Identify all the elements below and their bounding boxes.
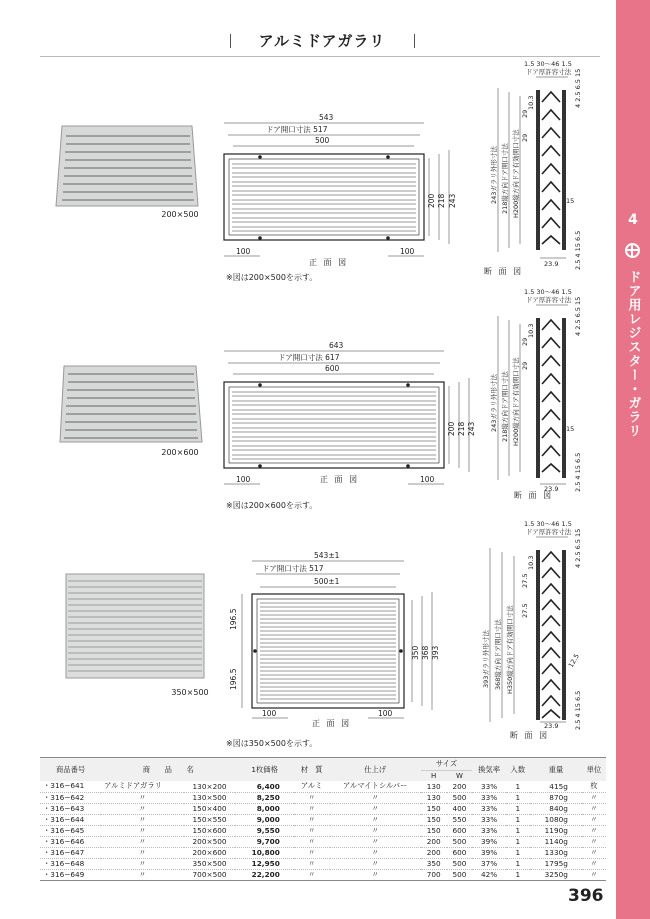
col-price: 1枚価格	[235, 758, 293, 782]
cell-ratio: 39%	[472, 836, 505, 847]
dim-thickness-label: ドア厚許容寸法	[526, 68, 572, 76]
title-divider-left	[230, 34, 231, 48]
dim-inner: 600	[325, 364, 340, 373]
dim-overall: 543	[319, 113, 334, 122]
cell-size: 200×500	[184, 836, 236, 847]
cell-unit: 〃	[582, 858, 606, 869]
cell-h: 700	[421, 869, 447, 880]
cell-name: 〃	[101, 825, 184, 836]
dim-inner: 500	[315, 136, 330, 145]
product-photo-200x500	[52, 118, 202, 208]
cell-code: ・316−645	[40, 825, 101, 836]
cell-size: 150×400	[184, 803, 236, 814]
table-row	[40, 847, 606, 858]
cell-finish: 〃	[330, 825, 421, 836]
table-row	[40, 814, 606, 825]
cell-material: 〃	[294, 825, 330, 836]
cell-h: 200	[421, 836, 447, 847]
dim-door-opening: ドア開口寸法 617	[278, 353, 340, 362]
dim-29a: 27.5	[521, 573, 529, 588]
table-row	[40, 836, 606, 847]
cell-h: 350	[421, 858, 447, 869]
cell-finish: 〃	[330, 836, 421, 847]
dim-v3: H350縦方向ドア有効開口寸法	[506, 605, 514, 694]
dim-v2: 368縦方向ドア開口寸法	[494, 619, 502, 690]
table-row	[40, 825, 606, 836]
dim-door-opening: ドア開口寸法 517	[266, 125, 328, 134]
col-w: W	[447, 771, 473, 782]
cell-finish: 〃	[330, 858, 421, 869]
cell-name: 〃	[101, 792, 184, 803]
cell-ratio: 33%	[472, 792, 505, 803]
figure-note: ※図は200×600を示す。	[226, 501, 318, 510]
dim-side-top: 196.5	[229, 608, 238, 630]
dim-door-opening: ドア開口寸法 517	[262, 564, 324, 573]
cell-finish: 〃	[330, 792, 421, 803]
product-photo-350x500	[62, 570, 208, 682]
cell-h: 150	[421, 814, 447, 825]
cell-size: 150×600	[184, 825, 236, 836]
cell-finish: 〃	[330, 847, 421, 858]
dim-15: 15	[566, 197, 575, 205]
cell-ratio: 33%	[472, 814, 505, 825]
cell-size: 130×500	[184, 792, 236, 803]
photo-caption: 200×500	[161, 210, 199, 219]
section-view-label: 断 面 図	[510, 731, 550, 740]
dim-h1: 200	[447, 421, 456, 436]
cell-size: 350×500	[184, 858, 236, 869]
col-finish: 仕上げ	[330, 758, 421, 782]
cell-w: 600	[447, 847, 473, 858]
table-row	[40, 792, 606, 803]
dim-29a: 29	[521, 109, 529, 118]
cell-price: 8,000	[235, 803, 293, 814]
section-view-drawing	[476, 58, 604, 280]
cell-unit: 枚	[582, 781, 606, 792]
cell-material: 〃	[294, 858, 330, 869]
title-divider-right	[414, 34, 415, 48]
cell-ratio: 33%	[472, 803, 505, 814]
dim-inner: 500±1	[314, 577, 340, 586]
cell-size: 200×600	[184, 847, 236, 858]
cell-price: 9,700	[235, 836, 293, 847]
cell-weight: 1190g	[530, 825, 582, 836]
dim-29b: 29	[521, 361, 529, 370]
cell-size: 130×200	[184, 781, 236, 792]
cell-weight: 1140g	[530, 836, 582, 847]
table-row	[40, 781, 606, 792]
cell-code: ・316−647	[40, 847, 101, 858]
col-weight: 重量	[530, 758, 582, 782]
section-view-label: 断 面 図	[514, 491, 554, 500]
cell-w: 500	[447, 858, 473, 869]
dim-h1: 200	[427, 193, 436, 208]
cell-w: 550	[447, 814, 473, 825]
cell-name: 〃	[101, 803, 184, 814]
cell-ratio: 33%	[472, 781, 505, 792]
dim-h3: 243	[448, 193, 457, 208]
cell-h: 130	[421, 792, 447, 803]
dim-left: 100	[236, 247, 251, 256]
cell-ratio: 42%	[472, 869, 505, 880]
cell-qty: 1	[506, 803, 530, 814]
section-view-label: 断 面 図	[484, 267, 524, 276]
cell-material: 〃	[294, 792, 330, 803]
cell-ratio: 39%	[472, 847, 505, 858]
dim-15: 12.5	[566, 652, 581, 669]
col-size: サイズ	[421, 758, 473, 771]
dim-29b: 27.5	[521, 603, 529, 618]
dim-239: 23.9	[544, 485, 559, 493]
cell-price: 12,950	[235, 858, 293, 869]
dim-103: 10.3	[527, 323, 535, 338]
cell-w: 600	[447, 825, 473, 836]
dim-thickness: 1.5 30〜46 1.5	[524, 60, 572, 68]
dim-side-bottom: 196.5	[229, 668, 238, 690]
dim-h3: 243	[467, 421, 476, 436]
cell-material: 〃	[294, 803, 330, 814]
cell-price: 9,000	[235, 814, 293, 825]
table-row	[40, 858, 606, 869]
cell-w: 500	[447, 869, 473, 880]
dim-v1: 243ガラリ外形寸法	[490, 374, 498, 432]
cell-code: ・316−641	[40, 781, 101, 792]
page-number: 396	[568, 886, 604, 906]
cell-unit: 〃	[582, 814, 606, 825]
cell-name: 〃	[101, 858, 184, 869]
product-photo-200x600	[56, 358, 206, 444]
front-view-drawing	[216, 340, 476, 492]
dim-right: 100	[378, 709, 393, 718]
dim-overall: 643	[329, 341, 344, 350]
cell-unit: 〃	[582, 803, 606, 814]
photo-caption: 350×500	[171, 688, 209, 697]
cell-name: 〃	[101, 836, 184, 847]
cell-h: 150	[421, 803, 447, 814]
cell-name: 〃	[101, 869, 184, 880]
dim-239: 23.9	[544, 722, 559, 730]
dim-right-top: 4 2.5 6.5 15	[574, 296, 582, 336]
dim-h1: 350	[411, 645, 420, 660]
cell-w: 400	[447, 803, 473, 814]
cell-code: ・316−644	[40, 814, 101, 825]
cell-qty: 1	[506, 792, 530, 803]
dim-right-bottom: 2.5 4 15 6.5	[574, 690, 582, 730]
cell-weight: 840g	[530, 803, 582, 814]
cell-finish: 〃	[330, 803, 421, 814]
cell-h: 200	[421, 847, 447, 858]
dim-h2: 218	[437, 193, 446, 208]
page-title: アルミドアガラリ	[258, 32, 386, 50]
dim-239: 23.9	[544, 260, 559, 268]
table-row	[40, 803, 606, 814]
cell-h: 130	[421, 781, 447, 792]
cell-unit: 〃	[582, 847, 606, 858]
cell-ratio: 33%	[472, 825, 505, 836]
cell-name: 〃	[101, 847, 184, 858]
dim-right-top: 4 2.5 6.5 15	[574, 68, 582, 108]
front-view-label: 正 面 図	[309, 258, 349, 267]
cell-price: 8,250	[235, 792, 293, 803]
cell-qty: 1	[506, 869, 530, 880]
cell-unit: 〃	[582, 869, 606, 880]
cell-qty: 1	[506, 858, 530, 869]
dim-103: 10.3	[527, 95, 535, 110]
cell-qty: 1	[506, 825, 530, 836]
cell-unit: 〃	[582, 836, 606, 847]
dim-thickness-label: ドア厚許容寸法	[526, 528, 572, 536]
dim-15: 15	[566, 425, 575, 433]
dim-left: 100	[236, 475, 251, 484]
dim-h2: 218	[457, 421, 466, 436]
dim-h2: 368	[421, 645, 430, 660]
front-view-drawing	[222, 548, 462, 730]
cell-weight: 1795g	[530, 858, 582, 869]
dim-29b: 29	[521, 133, 529, 142]
cell-w: 500	[447, 836, 473, 847]
cell-weight: 1080g	[530, 814, 582, 825]
dim-v1: 393ガラリ外形寸法	[482, 630, 490, 688]
section-view-drawing	[476, 518, 604, 744]
cell-name: 〃	[101, 814, 184, 825]
cell-unit: 〃	[582, 825, 606, 836]
dim-103: 10.3	[527, 555, 535, 570]
cell-qty: 1	[506, 847, 530, 858]
cell-finish: アルマイトシルバー	[330, 781, 421, 792]
dim-right: 100	[400, 247, 415, 256]
dim-overall: 543±1	[314, 551, 340, 560]
cell-name: アルミドアガラリ	[101, 781, 184, 792]
photo-caption: 200×600	[161, 448, 199, 457]
dim-v3: H200縦方向ドア有効開口寸法	[512, 129, 520, 218]
cell-code: ・316−643	[40, 803, 101, 814]
section-view-drawing	[476, 286, 604, 502]
cell-material: 〃	[294, 847, 330, 858]
dim-right-top: 4 2.5 6.5 15	[574, 528, 582, 568]
cell-qty: 1	[506, 836, 530, 847]
cell-weight: 3250g	[530, 869, 582, 880]
front-view-drawing	[216, 112, 466, 272]
cell-material: 〃	[294, 836, 330, 847]
cell-material: アルミ	[294, 781, 330, 792]
top-rule	[40, 56, 600, 57]
dim-thickness: 1.5 30〜46 1.5	[524, 520, 572, 528]
cell-weight: 870g	[530, 792, 582, 803]
cell-code: ・316−648	[40, 858, 101, 869]
chapter-tab	[616, 0, 650, 919]
cell-price: 22,200	[235, 869, 293, 880]
col-code: 商品番号	[40, 758, 101, 782]
figure-note: ※図は350×500を示す。	[226, 739, 318, 748]
cell-w: 500	[447, 792, 473, 803]
figure-note: ※図は200×500を示す。	[226, 273, 318, 282]
chapter-number: 4	[628, 212, 638, 228]
cell-qty: 1	[506, 781, 530, 792]
cell-qty: 1	[506, 814, 530, 825]
cell-price: 10,800	[235, 847, 293, 858]
col-material: 材 質	[294, 758, 330, 782]
cell-h: 150	[421, 825, 447, 836]
cell-price: 9,550	[235, 825, 293, 836]
col-h: H	[421, 771, 447, 782]
cell-weight: 1330g	[530, 847, 582, 858]
cell-price: 6,400	[235, 781, 293, 792]
cell-weight: 415g	[530, 781, 582, 792]
dim-v3: H200縦方向ドア有効開口寸法	[512, 357, 520, 446]
front-view-label: 正 面 図	[320, 475, 360, 484]
dim-right-bottom: 2.5 4 15 6.5	[574, 230, 582, 270]
cell-code: ・316−649	[40, 869, 101, 880]
dim-thickness: 1.5 30〜46 1.5	[524, 288, 572, 296]
dim-v2: 218縦方向ドア開口寸法	[501, 143, 509, 214]
cell-code: ・316−646	[40, 836, 101, 847]
cell-finish: 〃	[330, 869, 421, 880]
col-name: 商 品 名	[101, 758, 235, 782]
cell-ratio: 37%	[472, 858, 505, 869]
front-view-label: 正 面 図	[312, 719, 352, 728]
col-unit: 単位	[582, 758, 606, 782]
dim-right: 100	[420, 475, 435, 484]
cell-code: ・316−642	[40, 792, 101, 803]
cell-material: 〃	[294, 814, 330, 825]
dim-29a: 29	[521, 337, 529, 346]
chapter-label: ドア用レジスター・ガラリ	[625, 270, 641, 438]
grid-circle-icon	[625, 243, 640, 258]
table-row	[40, 869, 606, 880]
cell-w: 200	[447, 781, 473, 792]
cell-unit: 〃	[582, 792, 606, 803]
cell-material: 〃	[294, 869, 330, 880]
dim-right-bottom: 2.5 4 15 6.5	[574, 452, 582, 492]
cell-size: 700×500	[184, 869, 236, 880]
col-qty: 入数	[506, 758, 530, 782]
spec-table	[40, 757, 606, 881]
cell-size: 150×550	[184, 814, 236, 825]
dim-left: 100	[262, 709, 277, 718]
dim-h3: 393	[431, 645, 440, 660]
col-ratio: 換気率	[472, 758, 505, 782]
dim-v2: 218縦方向ドア開口寸法	[501, 371, 509, 442]
cell-finish: 〃	[330, 814, 421, 825]
dim-thickness-label: ドア厚許容寸法	[526, 296, 572, 304]
dim-v1: 243ガラリ外形寸法	[490, 146, 498, 204]
